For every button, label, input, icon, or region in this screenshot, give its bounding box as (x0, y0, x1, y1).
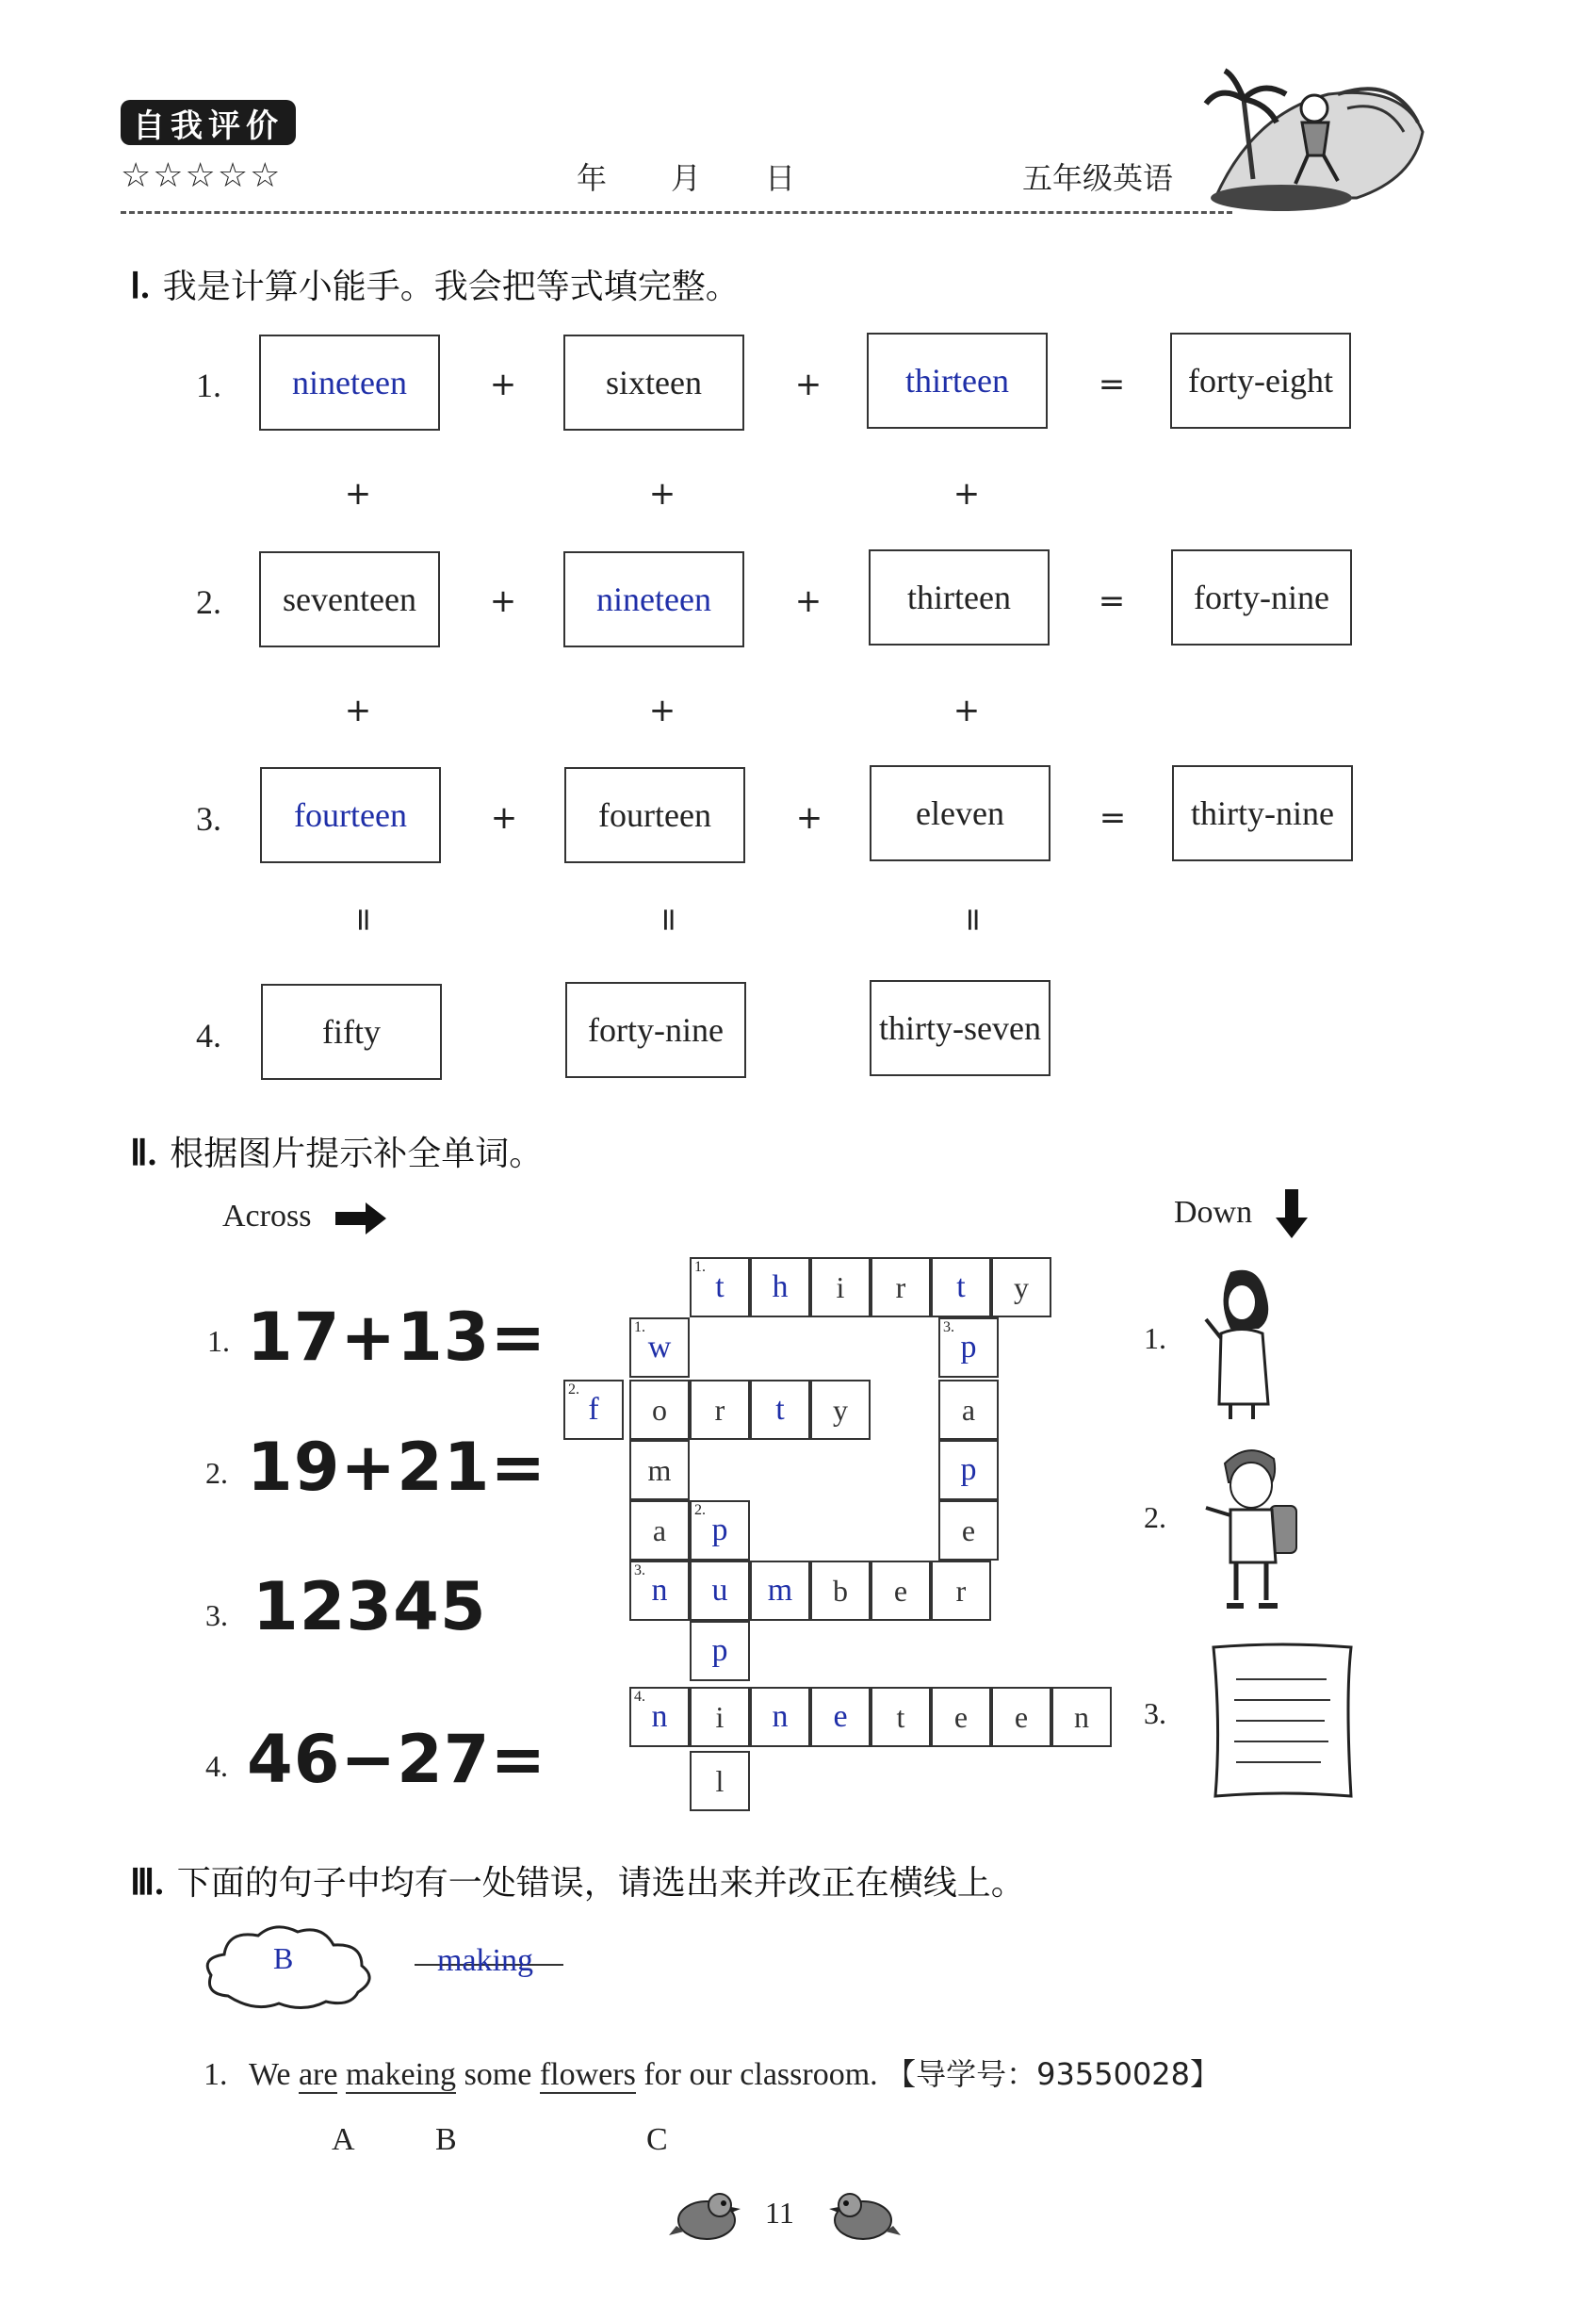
section-3-text: 下面的句子中均有一处错误，请选出来并改正在横线上。 (176, 1864, 1025, 1903)
question-1-sentence (204, 2051, 1220, 2094)
row-4-label: 4. (196, 1017, 221, 1054)
plus-sign: + (794, 366, 822, 403)
row-2-result: forty-nine (1171, 549, 1352, 646)
crossword-cell[interactable]: m (629, 1440, 690, 1500)
crossword-cell[interactable]: e (931, 1687, 991, 1747)
crossword-cell[interactable]: e (810, 1687, 871, 1747)
option-c-letter: C (646, 2122, 668, 2157)
row-1-label: 1. (196, 367, 221, 404)
equals-sign: = (1098, 366, 1126, 403)
option-c-word: flowers (539, 2057, 636, 2092)
crossword-cell[interactable]: l (690, 1751, 750, 1811)
crossword-cell[interactable]: n (1051, 1687, 1112, 1747)
across-clue-3-number: 3. (205, 1598, 228, 1632)
across-clue-4-number: 4. (205, 1749, 228, 1783)
down-label: Down (1174, 1195, 1253, 1230)
grade-subject: 五年级英语 (1022, 160, 1174, 196)
across-clue-3: 12345 (252, 1568, 487, 1645)
word-we: We (249, 2057, 291, 2092)
bird-left-icon (667, 2188, 742, 2245)
across-label: Across (222, 1199, 312, 1234)
vertical-plus: + (344, 692, 372, 729)
across-clue-4: 46−27= (247, 1721, 547, 1798)
across-clue-2: 19+21= (247, 1429, 547, 1506)
equals-sign: = (1099, 799, 1127, 837)
across-clue-2-number: 2. (205, 1456, 228, 1490)
vertical-plus: + (953, 475, 981, 513)
sentence-end: for our classroom. (643, 2057, 878, 2092)
crossword-cell[interactable]: p (690, 1621, 750, 1681)
option-b-letter: B (435, 2122, 457, 2157)
section-2-number: Ⅱ. (130, 1134, 157, 1173)
row-2-cell-1: seventeen (259, 551, 440, 647)
crossword-cell[interactable]: 2. p (690, 1500, 750, 1561)
down-clue-1-number: 1. (1144, 1321, 1166, 1355)
down-arrow-icon (1276, 1189, 1308, 1238)
vertical-plus: + (648, 475, 676, 513)
vertical-plus: + (648, 692, 676, 729)
crossword-cell[interactable]: t (931, 1257, 991, 1317)
date-year: 年 (577, 160, 608, 196)
across-clue-1: 17+13= (247, 1299, 547, 1376)
crossword-cell[interactable]: t (750, 1380, 810, 1440)
section-1-number: Ⅰ. (130, 267, 150, 306)
option-a-letter: A (332, 2122, 355, 2157)
crossword-cell[interactable]: 2. f (563, 1380, 624, 1440)
crossword-cell[interactable]: n (750, 1687, 810, 1747)
plus-sign: + (489, 582, 517, 620)
option-a-word: are (298, 2057, 338, 2092)
cloud-answer: B (273, 1941, 294, 1975)
crossword-cell[interactable]: m (750, 1561, 810, 1621)
row-4-sum-1: fifty (261, 984, 442, 1080)
correction-answer: making (437, 1943, 533, 1978)
row-3-cell-1: fourteen (260, 767, 441, 863)
crossword-cell[interactable]: a (938, 1380, 999, 1440)
crossword-cell[interactable]: y (810, 1380, 871, 1440)
crossword-cell[interactable]: a (629, 1500, 690, 1561)
page-number: 11 (765, 2196, 794, 2230)
crossword-cell[interactable]: u (690, 1561, 750, 1621)
crossword-cell[interactable]: p (938, 1440, 999, 1500)
across-clue-1-number: 1. (207, 1324, 230, 1358)
word-some: some (464, 2057, 532, 2092)
crossword-cell[interactable]: 1. t (690, 1257, 750, 1317)
crossword-cell[interactable]: e (938, 1500, 999, 1561)
row-1-cell-1: nineteen (259, 335, 440, 431)
down-clue-2-number: 2. (1144, 1500, 1166, 1534)
date-month: 月 (671, 160, 702, 196)
plus-sign: + (795, 799, 823, 837)
crossword-cell[interactable]: r (690, 1380, 750, 1440)
option-b-word: makeing (345, 2057, 457, 2092)
surfer-illustration (1197, 57, 1432, 217)
row-3-cell-3: eleven (870, 765, 1050, 861)
section-2-title (130, 1127, 543, 1175)
row-3-cell-2: fourteen (564, 767, 745, 863)
paper-sheet-illustration (1208, 1642, 1359, 1802)
row-2-cell-3: thirteen (869, 549, 1050, 646)
crossword-cell[interactable]: y (991, 1257, 1051, 1317)
header-divider (121, 211, 1232, 214)
row-4-sum-3: thirty-seven (870, 980, 1050, 1076)
plus-sign: + (490, 799, 518, 837)
date-day: 日 (765, 160, 796, 196)
row-2-label: 2. (196, 583, 221, 621)
plus-sign: + (794, 582, 822, 620)
row-1-cell-3: thirteen (867, 333, 1048, 429)
boy-with-backpack-illustration (1197, 1440, 1310, 1619)
vertical-plus: + (953, 692, 981, 729)
crossword-cell[interactable]: h (750, 1257, 810, 1317)
bird-right-icon (827, 2188, 903, 2245)
vertical-equals: = (650, 906, 688, 934)
crossword-cell[interactable]: e (991, 1687, 1051, 1747)
question-number: 1. (204, 2057, 228, 2092)
crossword-cell[interactable]: 1. w (629, 1317, 690, 1378)
equals-sign: = (1098, 582, 1126, 620)
row-1-result: forty-eight (1170, 333, 1351, 429)
section-2-text: 根据图片提示补全单词。 (170, 1135, 544, 1173)
crossword-cell[interactable]: 3. p (938, 1317, 999, 1378)
crossword-cell[interactable]: b (810, 1561, 871, 1621)
row-4-sum-2: forty-nine (565, 982, 746, 1078)
row-1-cell-2: sixteen (563, 335, 744, 431)
crossword-cell[interactable]: i (810, 1257, 871, 1317)
crossword-cell[interactable]: o (629, 1380, 690, 1440)
section-1-title (130, 260, 740, 308)
row-3-result: thirty-nine (1172, 765, 1353, 861)
self-evaluation-badge: 自我评价 (121, 100, 296, 145)
crossword-cell[interactable]: r (871, 1257, 931, 1317)
section-3-number: Ⅲ. (130, 1863, 164, 1903)
vertical-plus: + (344, 475, 372, 513)
crossword-cell[interactable]: 4. n (629, 1687, 690, 1747)
vertical-equals: = (345, 906, 383, 934)
crossword-cell[interactable]: 3. n (629, 1561, 690, 1621)
crossword-cell[interactable]: r (931, 1561, 991, 1621)
down-clue-3-number: 3. (1144, 1696, 1166, 1730)
row-2-cell-2: nineteen (563, 551, 744, 647)
crossword-cell[interactable]: i (690, 1687, 750, 1747)
right-arrow-icon (335, 1202, 386, 1234)
woman-waving-illustration (1193, 1263, 1287, 1423)
section-1-text: 我是计算小能手。我会把等式填完整。 (162, 268, 740, 306)
reference-number: 【导学号：93550028】 (886, 2056, 1221, 2092)
crossword-cell[interactable]: t (871, 1687, 931, 1747)
row-3-label: 3. (196, 800, 221, 838)
plus-sign: + (489, 366, 517, 403)
crossword-cell[interactable]: e (871, 1561, 931, 1621)
section-3-title (130, 1856, 1025, 1904)
rating-stars: ☆☆☆☆☆ (121, 156, 283, 195)
vertical-equals: = (954, 906, 992, 934)
